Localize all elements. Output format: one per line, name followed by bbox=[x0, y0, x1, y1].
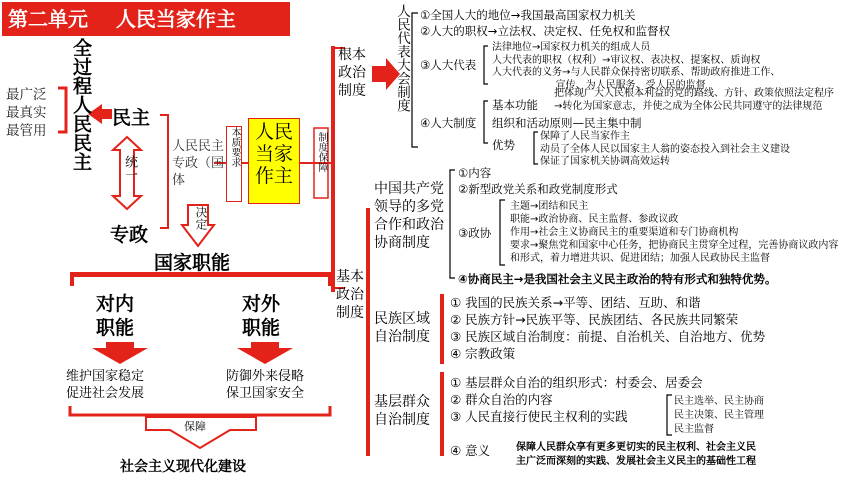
qunzhong-label: 基层群众自治制度 bbox=[374, 394, 430, 428]
dabiao-item: 法律地位→国家权力机关的组成人员 bbox=[492, 42, 651, 53]
yuanze-label: 组织和活动原则—民主集中制 bbox=[492, 116, 642, 130]
guang-list bbox=[6, 86, 47, 140]
minzu-item: ② 民族方针→民族平等、民族团结、各民族共同繁荣 bbox=[450, 312, 739, 327]
shijian-item: 民主监督 bbox=[674, 424, 714, 435]
unit-title: 第二单元 人民当家作主 bbox=[2, 2, 290, 36]
youshi-item: 动员了全体人民以国家主人翁的姿态投入到社会主义建设 bbox=[540, 143, 790, 155]
yiyi-item: 保障人民群众享有更多更切实的民主权利、社会主义民 bbox=[516, 442, 756, 453]
shehui-label: 社会主义现代化建设 bbox=[120, 459, 246, 475]
guang-item: 最真实 bbox=[6, 105, 47, 121]
yiyi-label: ④ 意义 bbox=[450, 443, 491, 458]
quanguocheng-label: 全过程人民民主 bbox=[70, 38, 92, 171]
shijian-item: 民主选举、民主协商 bbox=[674, 396, 764, 407]
neiwei-item: 促进社会发展 bbox=[66, 386, 145, 401]
core-box: 人民当家作主 bbox=[248, 118, 300, 204]
dabiao-item: 宣传、为人民服务、受人民的监督 bbox=[492, 79, 706, 91]
rd-item: ②人大的职权→立法权、决定权、任免权和监督权 bbox=[420, 24, 670, 38]
shijian-item: 民主决策、民主管理 bbox=[674, 410, 764, 421]
qunzhong-list bbox=[450, 374, 703, 425]
guang-item: 最管用 bbox=[6, 123, 47, 139]
zhengxie-item: ②新型政党关系和政党制度形式 bbox=[458, 182, 618, 196]
xieshang-item: 作用→社会主义协商民主的重要渠道和专门协商机构 bbox=[510, 227, 739, 238]
xieshang-item: 职能→政治协商、民主监督、参政议政 bbox=[510, 214, 679, 225]
dabiao-item: 人大代表的义务→与人民群众保持密切联系、帮助政府推进工作、 bbox=[492, 67, 781, 78]
guojia-zhineng: 国家职能 bbox=[154, 252, 231, 274]
youshi-list bbox=[540, 131, 790, 169]
youshi-item: 保障了人民当家作主 bbox=[540, 131, 630, 142]
tongyi-label: 统一 bbox=[122, 155, 137, 181]
xieshang-list bbox=[510, 200, 838, 265]
minzu-label: 民族区域自治制度 bbox=[374, 311, 430, 345]
gongneng-list bbox=[554, 88, 834, 113]
jiben-label: 基本政治制度 bbox=[336, 269, 364, 321]
waiwei-item: 防御外来侵略 bbox=[226, 369, 305, 384]
qunzhong-item: ② 群众自治的内容 bbox=[450, 392, 553, 407]
minzhu-label: 民主 bbox=[112, 107, 151, 129]
guoti-label: 人民民主专政（国体 bbox=[172, 139, 225, 188]
arrow-down-icon bbox=[237, 342, 293, 364]
xieshang-item: 和形式，着力增进共识、促进团结；加强人民政协民主监督 bbox=[510, 253, 770, 264]
rd-item: ①全国人大的地位→我国最高国家权力机关 bbox=[420, 8, 636, 22]
yiyi-item: 主广泛而深刻的实践、发展社会主义民主的基础性工程 bbox=[516, 456, 756, 467]
minzu-item: ④ 宗教政策 bbox=[450, 346, 516, 361]
rd-vertical: 人民代表大会制度 bbox=[394, 4, 410, 112]
yiyi-list bbox=[516, 441, 756, 469]
dabiao-label: ③人大代表 bbox=[420, 58, 477, 72]
duinei-label: 对内职能 bbox=[96, 293, 135, 339]
qunzhong-item: ③ 人民直接行使民主权利的实践 bbox=[450, 409, 628, 424]
youshi-label: 优势 bbox=[492, 138, 515, 152]
dabiao-list bbox=[492, 42, 780, 92]
gongneng-item: →转化为国家意志，并使之成为全体公民共同遵守的法律规范 bbox=[554, 100, 823, 112]
xieshang-label: ③政协 bbox=[458, 226, 492, 240]
gengben-label: 根本政治制度 bbox=[338, 47, 366, 99]
neiwei-item: 维护国家稳定 bbox=[66, 369, 145, 384]
dabiao-item: 人大代表的职权（权利）→审议权、表决权、提案权、质询权 bbox=[492, 54, 761, 66]
minzu-list bbox=[450, 294, 765, 362]
gongneng-item: 把体现广大人民根本利益的党的路线、方针、政策依照法定程序 bbox=[554, 88, 834, 99]
minzu-item: ③ 民族区域自治制度：前提、自治机关、自治地方、优势 bbox=[450, 329, 766, 344]
zhidu-baozhang: 制度保障 bbox=[316, 132, 327, 172]
shijian-list bbox=[674, 395, 764, 437]
rdzd-label: ④人大制度 bbox=[420, 116, 477, 130]
duiwai-label: 对外职能 bbox=[242, 293, 281, 339]
minzu-item: ① 我国的民族关系→平等、团结、互助、和谐 bbox=[450, 295, 701, 310]
baozhang-label: 保障 bbox=[184, 420, 206, 433]
xieshang-item: 主题→团结和民主 bbox=[510, 201, 589, 212]
arrow-down-icon bbox=[92, 342, 148, 364]
neiwei-list bbox=[66, 368, 144, 402]
xieshang-minzhu: ④协商民主→是我国社会主义民主政治的特有形式和独特优势。 bbox=[458, 272, 777, 286]
zhengxie-label: 中国共产党领导的多党合作和政治协商制度 bbox=[374, 181, 444, 251]
gongneng-label: 基本功能 bbox=[492, 98, 538, 112]
xieshang-item: 要求→聚焦党和国家中心任务，把协商民主贯穿全过程，完善协商议政内容 bbox=[510, 240, 839, 251]
youshi-item: 保证了国家机关协调高效运转 bbox=[540, 156, 670, 167]
benzhi-box: 本质要求 bbox=[226, 126, 242, 202]
waiwei-list bbox=[226, 368, 304, 402]
zhuanzheng-label: 专政 bbox=[110, 224, 149, 246]
waiwei-item: 保卫国家安全 bbox=[226, 386, 305, 401]
qunzhong-item: ① 基层群众自治的组织形式：村委会、居委会 bbox=[450, 375, 703, 390]
jueding-label: 决定 bbox=[194, 206, 208, 230]
guang-item: 最广泛 bbox=[6, 87, 47, 103]
zhengxie-item: ①内容 bbox=[458, 166, 492, 180]
